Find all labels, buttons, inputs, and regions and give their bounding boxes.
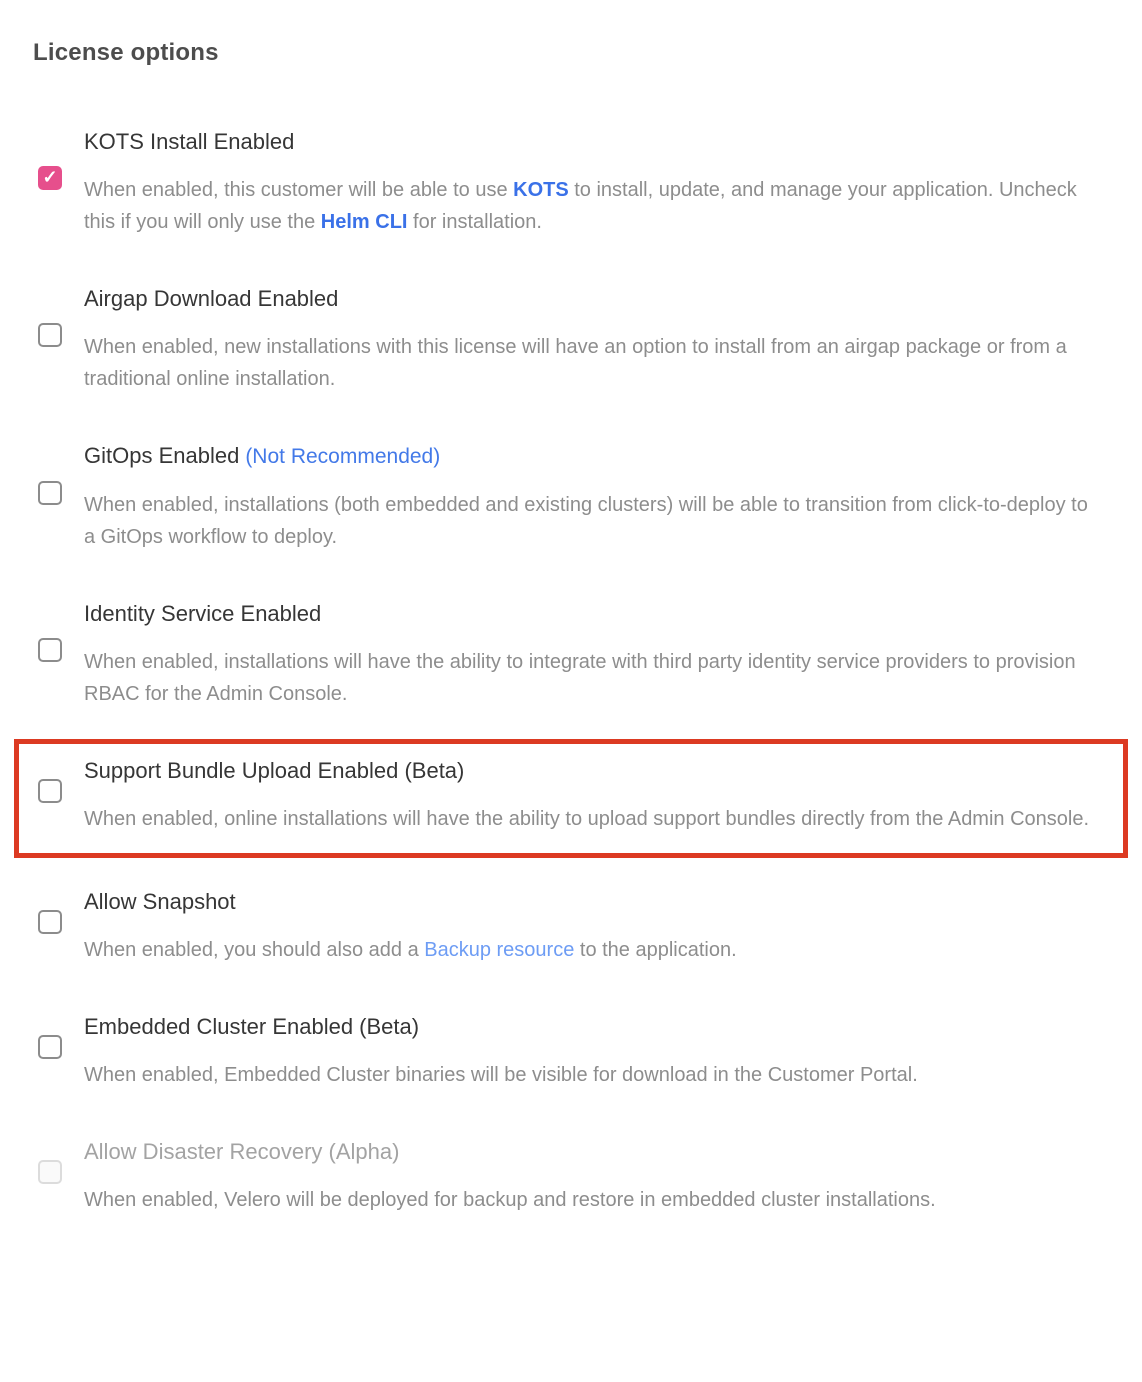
option-title [84,1138,1128,1166]
helm-cli-link[interactable]: Helm CLI [320,211,408,233]
option-content [84,442,1128,553]
allow-snapshot-checkbox[interactable] [38,910,62,934]
description-text: When enabled, installations (both embedded and existing clusters) will be able to transition from click-to-deploy to a GitOps workflow to deploy. [84,494,1088,548]
description-text: When enabled, Velero will be deployed for backup and restore in embedded cluster installations. [84,1189,936,1211]
embedded-cluster-checkbox[interactable] [38,1035,62,1059]
description-text: When enabled, installations will have the ability to integrate with third party identity service providers to provision RBAC for the Admin Console. [84,651,1076,705]
option-title-text: Embedded Cluster Enabled (Beta) [84,1014,420,1039]
license-option-allow-disaster-recovery [33,1138,1128,1216]
option-description [84,934,1100,966]
description-text: for installation. [407,211,542,233]
option-content [42,128,1128,238]
option-title-suffix: (Not Recommended) [245,445,441,468]
option-title-text: GitOps Enabled [84,443,240,468]
option-title [84,888,1128,916]
option-description [84,489,1100,553]
description-text: When enabled, new installations with this license will have an option to install from an airgap package or from a traditional online installation. [84,336,1067,390]
kots-link[interactable]: KOTS [513,179,569,201]
page-title: License options [33,39,219,66]
option-title-text: Support Bundle Upload Enabled (Beta) [84,758,465,783]
license-option-gitops [33,442,1128,553]
airgap-download-checkbox[interactable] [38,323,62,347]
option-description [84,803,1100,835]
description-text: When enabled, online installations will have the ability to upload support bundles directly from the Admin Console. [84,808,1090,830]
option-title-text: Identity Service Enabled [84,601,322,626]
option-title-text: Airgap Download Enabled [84,286,339,311]
description-text: When enabled, you should also add a [84,939,425,961]
option-description [84,331,1100,395]
option-title [84,600,1128,628]
gitops-checkbox[interactable] [38,481,62,505]
license-option-kots-install [33,128,1128,238]
option-content [84,1013,1128,1091]
options-list [33,128,1128,1216]
option-description [84,174,1100,238]
option-content [84,888,1128,966]
option-title [84,1013,1128,1041]
backup-resource-link[interactable]: Backup resource [424,939,575,961]
description-text: When enabled, this customer will be able to use [84,179,514,201]
option-content [84,1138,1128,1216]
checkmark-icon: ✓ [42,167,58,187]
license-option-allow-snapshot [33,888,1128,966]
description-text: to install, update, and manage your application. Uncheck this if you will only use the [84,179,1077,233]
license-option-embedded-cluster [33,1013,1128,1091]
kots-install-checkbox[interactable] [38,166,62,190]
option-description [84,1184,1100,1216]
description-text: When enabled, Embedded Cluster binaries will be visible for download in the Customer Portal. [84,1064,918,1086]
license-option-support-bundle-upload [14,739,1128,858]
option-content [84,757,1103,835]
identity-service-checkbox[interactable] [38,638,62,662]
description-text: to the application. [574,939,737,961]
option-title-text: KOTS Install Enabled [84,129,295,154]
option-title [84,757,1103,785]
license-option-identity-service [33,600,1128,710]
option-title [84,128,1128,156]
option-title-text: Allow Snapshot [84,889,236,914]
option-content [84,600,1128,710]
allow-disaster-recovery-checkbox [38,1160,62,1184]
support-bundle-upload-checkbox[interactable] [38,779,62,803]
license-option-airgap-download [33,285,1128,395]
option-content [84,285,1128,395]
option-title-text: Allow Disaster Recovery (Alpha) [84,1139,400,1164]
option-title [84,442,1128,471]
option-title [84,285,1128,313]
option-description [84,646,1100,710]
option-description [84,1059,1100,1091]
